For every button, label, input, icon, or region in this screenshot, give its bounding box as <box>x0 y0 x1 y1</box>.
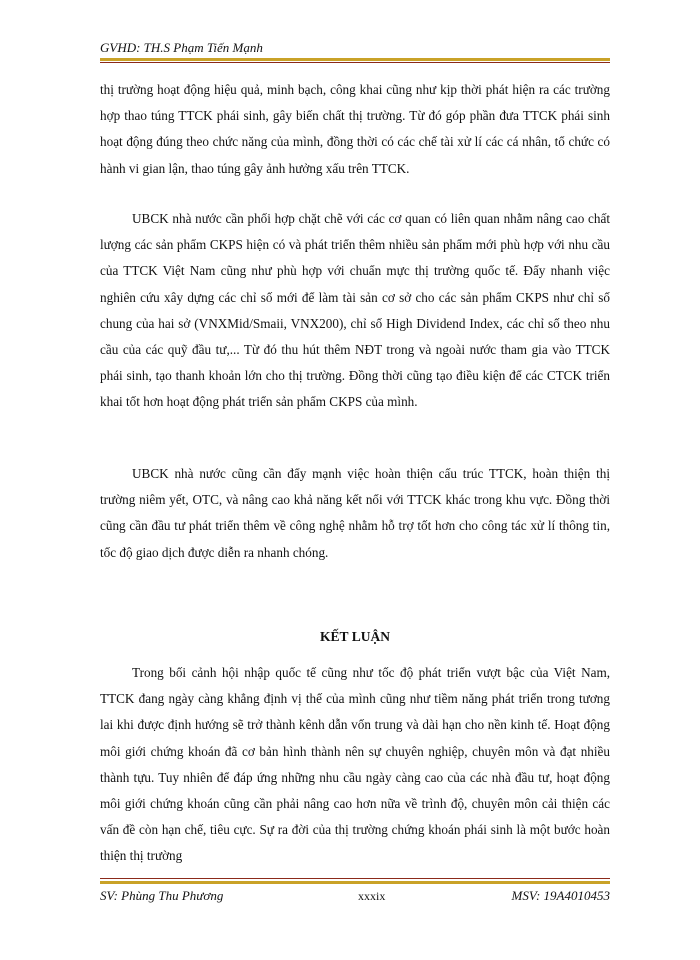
footer-rule-gold <box>100 881 610 884</box>
footer-rule-red <box>100 878 610 879</box>
paragraph-1: thị trường hoạt động hiệu quả, minh bạch, công khai cũng như kịp thời phát hiện ra các trường hợp thao túng TTCK phái sinh, gây biến chất thị trường. Từ đó góp phần đưa TTCK phái sinh hoạt động đúng theo chức năng của mình, đồng thời có các chế tài xử lí các cá nhân, tổ chức có hành vi gian lận, thao túng gây ảnh hưởng xấu trên TTCK. <box>100 82 610 176</box>
header-rule-red <box>100 62 610 63</box>
paragraph-4: Trong bối cảnh hội nhập quốc tế cũng như tốc độ phát triển vượt bậc của Việt Nam, TTCK đang ngày càng khẳng định vị thế của mình cũng như tiềm năng phát triển trong tương lai khi được định hướng sẽ trở thành kênh dẫn vốn trung và dài hạn cho nền kinh tế. Hoạt động môi giới chứng khoán đã cơ bản hình thành nên sự chuyên nghiệp, chuyên môn và đạt nhiều thành tựu. Tuy nhiên để đáp ứng những nhu cầu ngày càng cao của các nhà đầu tư, hoạt động môi giới chứng khoán cũng cần phải nâng cao hơn nữa về trình độ, chuyên môn cải thiện các vấn đề còn hạn chế, tiêu cực. Sự ra đời của thị trường chứng khoán phái sinh là một bước hoàn thiện thị trường <box>100 665 610 864</box>
header-rule-gold <box>100 58 610 61</box>
page-header: GVHD: TH.S Phạm Tiến Mạnh <box>100 40 263 55</box>
footer-page-number: xxxix <box>358 889 386 903</box>
conclusion-heading: KẾT LUẬN <box>320 629 390 644</box>
paragraph-2: UBCK nhà nước cần phối hợp chặt chẽ với các cơ quan có liên quan nhằm nâng cao chất lượng các sản phẩm CKPS hiện có và phát triển thêm nhiều sản phẩm mới phù hợp với nhu cầu của TTCK Việt Nam cũng như phù hợp với chuẩn mực thị trường quốc tế. Đẩy nhanh việc nghiên cứu xây dựng các chỉ số mới để làm tài sản cơ sở cho các sản phẩm CKPS như chỉ số chung của hai sở (VNXMid/Smaii, VNX200), chỉ số High Dividend Index, các chỉ số theo nhu cầu của các quỹ đầu tư,... Từ đó thu hút thêm NĐT trong và ngoài nước tham gia vào TTCK phái sinh, tạo thanh khoản lớn cho thị trường. Đồng thời cũng tạo điều kiện để các CTCK triển khai tốt hơn hoạt động phát triển sản phẩm CKPS của mình. <box>100 211 610 410</box>
footer-student-id: MSV: 19A4010453 <box>511 888 610 903</box>
paragraph-3: UBCK nhà nước cũng cần đẩy mạnh việc hoàn thiện cấu trúc TTCK, hoàn thiện thị trường niêm yết, OTC, và nâng cao khả năng kết nối với TTCK khác trong khu vực. Đồng thời cũng cần đầu tư phát triển thêm về công nghệ nhằm hỗ trợ tốt hơn cho công tác xử lí thông tin, tốc độ giao dịch được diễn ra nhanh chóng. <box>100 466 610 560</box>
footer-student-name: SV: Phùng Thu Phương <box>100 888 224 903</box>
